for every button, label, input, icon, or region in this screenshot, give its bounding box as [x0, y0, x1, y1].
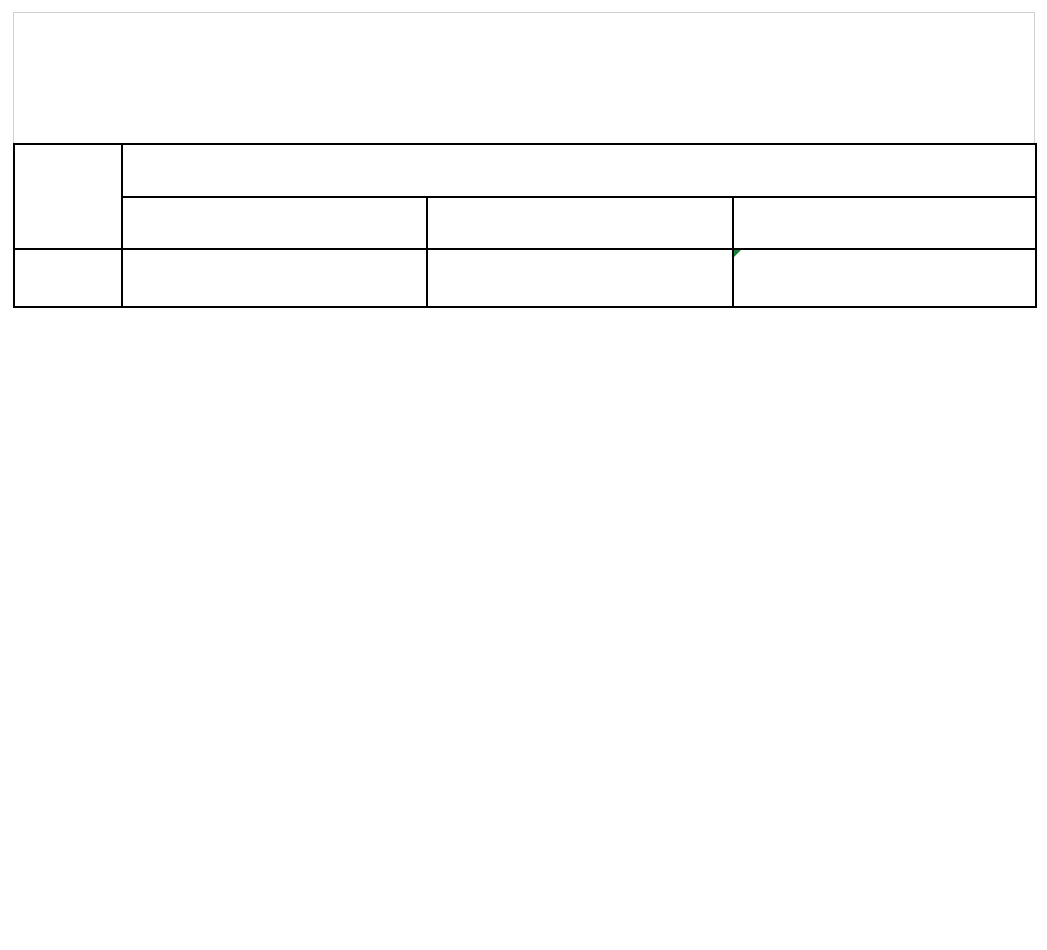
total-value-cell[interactable]: [733, 249, 1036, 307]
total-label[interactable]: [122, 249, 427, 307]
header-sira-no[interactable]: [14, 144, 122, 249]
total-empty-cell[interactable]: [14, 249, 122, 307]
cell-note-marker-icon: [734, 250, 741, 257]
header-row-columns: [14, 197, 1036, 249]
header-dayanagi[interactable]: [122, 197, 427, 249]
header-row-group: [14, 144, 1036, 197]
header-usulleri[interactable]: [427, 197, 733, 249]
header-tutari[interactable]: [733, 197, 1036, 249]
total-empty-cell[interactable]: [427, 249, 733, 307]
expenses-table: [13, 143, 1037, 308]
spreadsheet: [13, 12, 1035, 940]
header-group[interactable]: [122, 144, 1036, 197]
total-row: [14, 249, 1036, 307]
title-cell[interactable]: [13, 12, 1035, 143]
